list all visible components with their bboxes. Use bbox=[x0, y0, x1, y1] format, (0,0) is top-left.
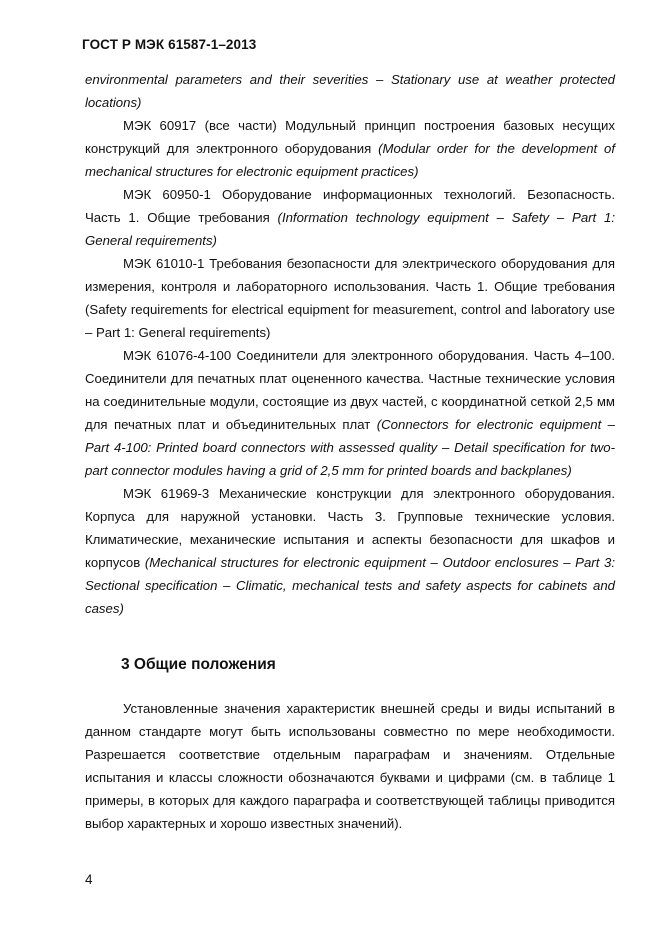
section-3-heading: 3 Общие положения bbox=[121, 656, 276, 673]
reference-en-text: (Safety requirements for electrical equipment for measurement, control and laboratory use – Part 1: General requirements) bbox=[85, 302, 615, 340]
reference-item-iec-61010-1 bbox=[85, 252, 615, 344]
reference-ru-text: МЭК 61010-1 Требования безопасности для электрического оборудования для измерения, контроля и лабораторного использования. Часть 1. Общие требования bbox=[85, 256, 615, 294]
reference-item-iec-60950-1 bbox=[85, 183, 615, 252]
reference-ru-text: МЭК 61969-3 Механические конструкции для электронного оборудования. Корпуса для наружной установки. Часть 3. Групповые технические условия. Климатические, механические испытания и аспекты безопасности для шкафов и корпусов bbox=[85, 486, 615, 570]
section-3-paragraph: Установленные значения характеристик внешней среды и виды испытаний в данном стандарте могут быть использованы совместно по мере необходимости. Разрешается соответствие отдельным параграфам и значениям. Отдельные испытания и классы сложности обозначаются буквами и цифрами (см. в таблице 1 примеры, в которых для каждого параграфа и соответствующей таблицы приводится выбор характерных и хорошо известных значений). bbox=[85, 701, 615, 831]
page-number: 4 bbox=[85, 872, 93, 887]
reference-item-iec-61969-3 bbox=[85, 482, 615, 620]
reference-ru-text: МЭК 60917 (все части) Модульный принцип построения базовых несущих конструкций для электронного оборудования bbox=[85, 118, 615, 156]
reference-continuation: environmental parameters and their severities – Stationary use at weather protected locations) bbox=[85, 72, 615, 110]
reference-item-iec-60917 bbox=[85, 114, 615, 183]
section-3-body bbox=[85, 697, 615, 835]
reference-item-iec-61076-4-100 bbox=[85, 344, 615, 482]
reference-en-text: (Connectors for electronic equipment – Part 4-100: Printed board connectors with assessed quality – Detail specification for two-part connector modules having a grid of 2,5 mm for printed boards and backplanes) bbox=[85, 417, 615, 478]
reference-ru-text: МЭК 60950-1 Оборудование информационных технологий. Безопасность. Часть 1. Общие требования bbox=[85, 187, 615, 225]
reference-en-text: (Mechanical structures for electronic equipment – Outdoor enclosures – Part 3: Sectional specification – Climatic, mechanical tests and safety aspects for cabinets and cases) bbox=[85, 555, 615, 616]
reference-ru-text: МЭК 61076-4-100 Соединители для электронного оборудования. Часть 4–100. Соединители для печатных плат оцененного качества. Частные технические условия на соединительные модули, состоящие из двух частей, с координатной сеткой 2,5 мм для печатных плат и объединительных плат bbox=[85, 348, 615, 432]
page-header-standard-id: ГОСТ Р МЭК 61587-1–2013 bbox=[82, 37, 257, 52]
reference-en-text: (Modular order for the development of mechanical structures for electronic equipment practices) bbox=[85, 141, 615, 179]
reference-en-text: (Information technology equipment – Safety – Part 1: General requirements) bbox=[85, 210, 615, 248]
references-list bbox=[85, 68, 615, 620]
